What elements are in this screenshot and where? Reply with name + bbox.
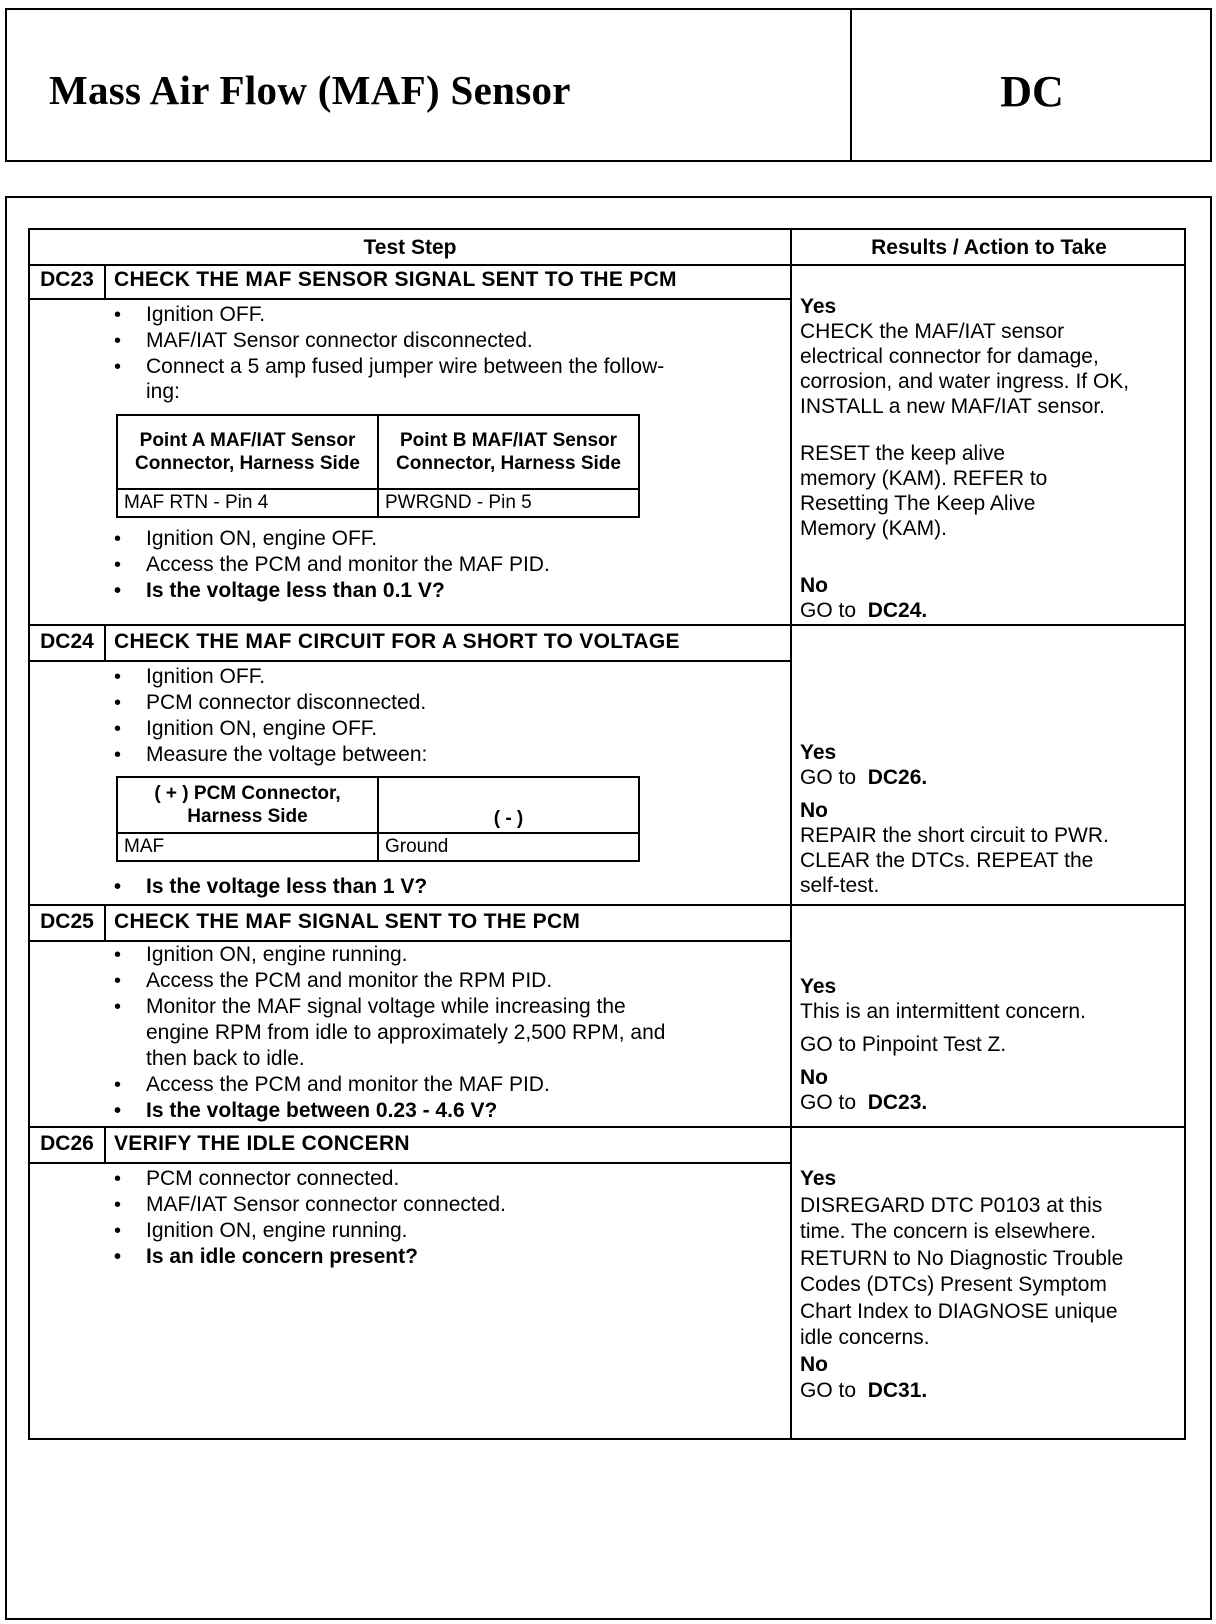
dc23-pin-cell-b: PWRGND - Pin 5 — [378, 489, 639, 517]
dc24-measure-table — [116, 776, 640, 862]
goto-pinpoint-test-z[interactable]: GO to Pinpoint Test Z. — [800, 1033, 1007, 1056]
header-test-step: Test Step — [363, 236, 457, 259]
page-title: Mass Air Flow (MAF) Sensor — [49, 67, 571, 113]
list-item: • Ignition OFF. — [114, 302, 774, 328]
list-item: • Is the voltage less than 0.1 V? — [114, 578, 774, 604]
list-item: • Ignition ON, engine OFF. — [114, 526, 774, 552]
list-item: • Monitor the MAF signal voltage while increasing the — [114, 994, 774, 1020]
step-title-dc25: CHECK THE MAF SIGNAL SENT TO THE PCM — [114, 910, 581, 933]
list-item: • Access the PCM and monitor the RPM PID. — [114, 968, 774, 994]
step-code-dc25: DC25 — [40, 910, 94, 933]
goto-dc31-link[interactable]: DC31. — [867, 1379, 928, 1402]
section-code: DC — [1000, 67, 1064, 116]
dc25-bullet-continuation: engine RPM from idle to approximately 2,500 RPM, and then back to idle. — [146, 1021, 666, 1070]
dc24-measure-header-plus: ( + ) PCM Connector, Harness Side — [117, 777, 378, 833]
column-divider — [790, 230, 792, 1438]
list-item: • Access the PCM and monitor the MAF PID. — [114, 1072, 774, 1098]
step-code-dc24: DC24 — [40, 630, 94, 653]
dc25-bullets — [114, 942, 774, 1020]
dc26-results: Yes DISREGARD DTC P0103 at this time. The concern is elsewhere. RETURN to No Diagnostic Trouble Codes (DTCs) Present Symptom Chart Index to DIAGNOSE unique idle concerns. No GO to DC31. — [800, 1167, 1124, 1402]
diagnostic-table — [28, 228, 1186, 1440]
dc23-no-label: No — [800, 574, 828, 597]
list-item: • Access the PCM and monitor the MAF PID. — [114, 552, 774, 578]
list-item: • Ignition ON, engine running. — [114, 942, 774, 968]
header-results: Results / Action to Take — [871, 236, 1107, 259]
dc23-bullet-continuation: ing: — [146, 380, 180, 403]
list-item: • Ignition ON, engine running. — [114, 1218, 774, 1244]
list-item: • Ignition OFF. — [114, 664, 774, 690]
step-title-dc26: VERIFY THE IDLE CONCERN — [114, 1132, 410, 1155]
dc23-pin-header-b: Point B MAF/IAT Sensor Connector, Harness Side — [378, 415, 639, 489]
list-item: • Is the voltage between 0.23 - 4.6 V? — [114, 1098, 774, 1124]
dc24-bullets-a — [114, 664, 774, 768]
step-code-dc23: DC23 — [40, 268, 94, 291]
step-title-dc24: CHECK THE MAF CIRCUIT FOR A SHORT TO VOLTAGE — [114, 630, 680, 653]
dc24-measure-header-minus: ( - ) — [378, 777, 639, 833]
dc25-results: Yes This is an intermittent concern. GO to Pinpoint Test Z. No GO to DC23. — [800, 974, 1180, 1115]
goto-dc24-link[interactable]: DC24. — [867, 599, 928, 622]
dc24-measure-cell-minus: Ground — [378, 833, 639, 861]
goto-dc23-link[interactable]: DC23. — [867, 1091, 928, 1114]
dc23-pin-header-a: Point A MAF/IAT Sensor Connector, Harness Side — [117, 415, 378, 489]
dc23-pin-cell-a: MAF RTN - Pin 4 — [117, 489, 378, 517]
dc24-results: Yes GO to DC26. No REPAIR the short circuit to PWR. CLEAR the DTCs. REPEAT the self-test. — [800, 741, 1109, 897]
list-item: • Is the voltage less than 1 V? — [114, 874, 774, 900]
dc23-yes-label: Yes — [800, 295, 837, 318]
page-header — [5, 8, 1212, 162]
dc25-bullets-b — [114, 1072, 774, 1124]
dc23-results: Yes CHECK the MAF/IAT sensor electrical connector for damage, corrosion, and water ingress. If OK, INSTALL a new MAF/IAT sensor. RESET the keep alive memory (KAM). REFER to Resetting The Keep Alive Memory (KAM). No GO to DC24. — [800, 294, 1180, 623]
list-item: • PCM connector disconnected. — [114, 690, 774, 716]
step-title-dc23: CHECK THE MAF SENSOR SIGNAL SENT TO THE PCM — [114, 268, 677, 291]
dc23-bullets-b — [114, 526, 774, 604]
goto-dc26-link[interactable]: DC26. — [867, 766, 928, 789]
list-item: • MAF/IAT Sensor connector disconnected. — [114, 328, 774, 354]
dc26-bullets — [114, 1166, 774, 1270]
list-item: • Is an idle concern present? — [114, 1244, 774, 1270]
dc23-bullets-a — [114, 302, 774, 380]
dc24-measure-cell-plus: MAF — [117, 833, 378, 861]
list-item: • Ignition ON, engine OFF. — [114, 716, 774, 742]
dc24-question — [114, 874, 774, 900]
list-item: • Connect a 5 amp fused jumper wire between the follow- — [114, 354, 774, 380]
list-item: • MAF/IAT Sensor connector connected. — [114, 1192, 774, 1218]
list-item: • Measure the voltage between: — [114, 742, 774, 768]
step-code-dc26: DC26 — [40, 1132, 94, 1155]
list-item: • PCM connector connected. — [114, 1166, 774, 1192]
dc23-pin-table — [116, 414, 640, 518]
